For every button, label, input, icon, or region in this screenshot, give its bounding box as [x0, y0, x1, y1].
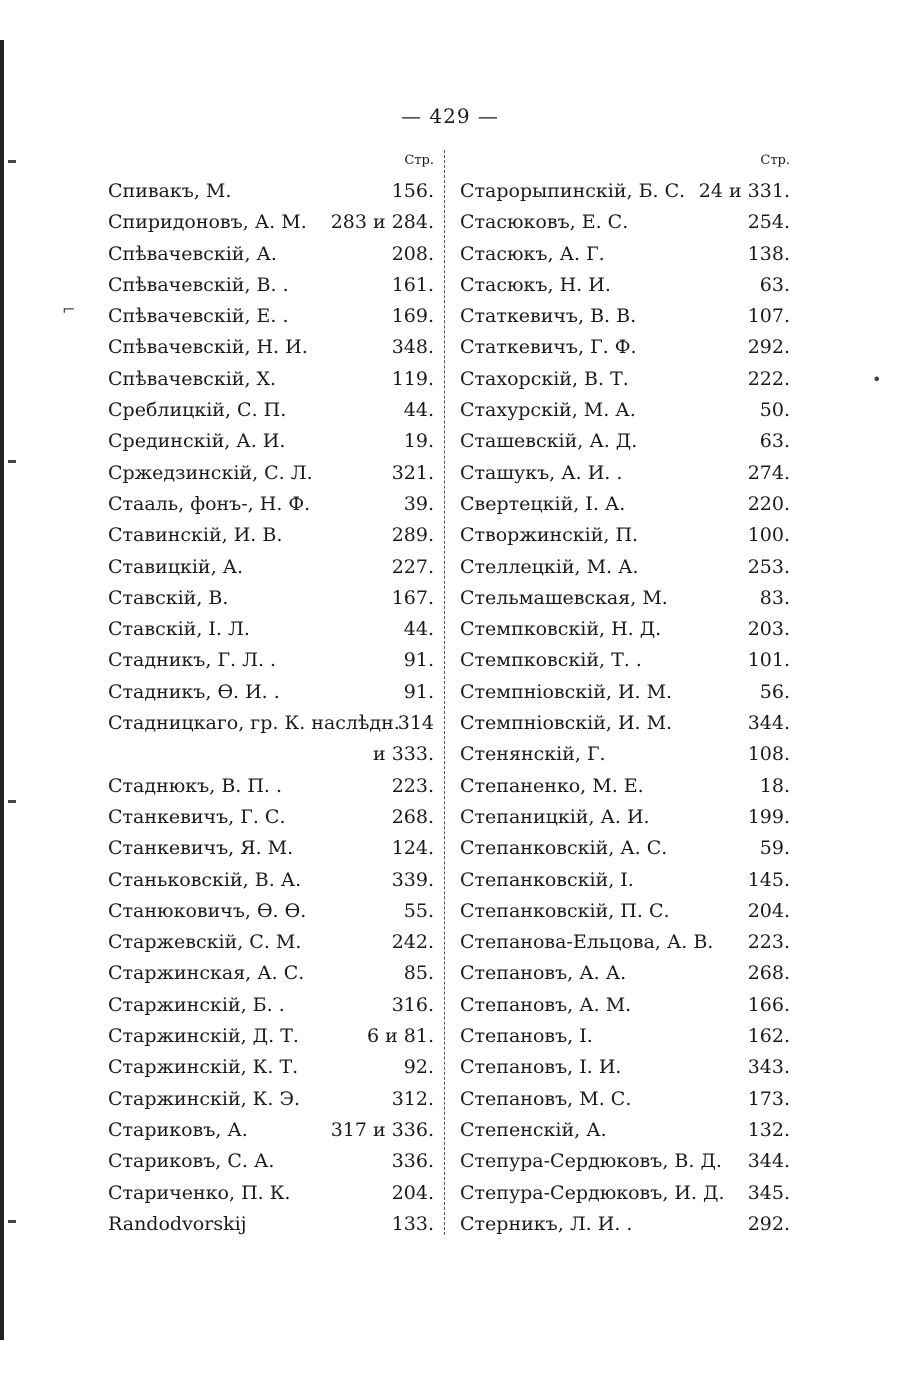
- index-entry: [108, 927, 434, 958]
- entry-page: 204.: [747, 899, 790, 922]
- entry-page: 199.: [747, 805, 790, 828]
- index-entry: [460, 865, 790, 896]
- entry-name: Спиридоновъ, А. М.: [108, 211, 307, 234]
- entry-page: 59.: [759, 837, 790, 860]
- entry-page: 145.: [747, 868, 790, 891]
- entry-page: 292.: [747, 1212, 790, 1235]
- index-entry: [108, 583, 434, 614]
- entry-page: 92.: [403, 1056, 434, 1079]
- entry-page: 203.: [747, 618, 790, 641]
- entry-name: Стельмашевская, М.: [460, 586, 668, 609]
- entry-page: 91.: [403, 680, 434, 703]
- entry-name: Старорыпинскій, Б. С.: [460, 180, 686, 202]
- entry-name: Степенскій, А.: [460, 1118, 607, 1141]
- entry-name: Степанова-Ельцова, А. В.: [460, 931, 714, 954]
- entry-page: 119.: [391, 367, 434, 390]
- entry-name: Свертецкій, І. А.: [460, 492, 626, 515]
- page-number: — 429 —: [401, 104, 499, 128]
- entry-name: Стасюкъ, А. Г.: [460, 242, 605, 265]
- index-entry: [108, 395, 434, 426]
- entry-page: 242.: [391, 931, 434, 954]
- index-entry: [108, 771, 434, 802]
- index-entry: [460, 896, 790, 927]
- index-entry: [108, 489, 434, 520]
- entry-page: 156.: [391, 180, 434, 202]
- entry-name: Стемпніовскій, И. М.: [460, 680, 673, 703]
- index-entry: [460, 489, 790, 520]
- entry-name: Ставицкій, А.: [108, 555, 244, 578]
- entry-name: Стерникъ, Л. И. .: [460, 1212, 633, 1235]
- entry-name: Спѣвачевскій, Х.: [108, 367, 277, 390]
- entry-name: Статкевичъ, Г. Ф.: [460, 336, 637, 359]
- entry-page: 101.: [747, 649, 790, 672]
- entry-name: Сташевскій, А. Д.: [460, 430, 638, 453]
- entry-name: Стенянскій, Г.: [460, 743, 606, 766]
- entry-page: 100.: [747, 524, 790, 547]
- entry-page: 348.: [391, 336, 434, 359]
- entry-page: 345.: [747, 1181, 790, 1204]
- entry-page: 292.: [747, 336, 790, 359]
- index-entry: [108, 1052, 434, 1083]
- index-entry: [108, 708, 434, 739]
- index-entry: [460, 520, 790, 551]
- entry-page: 344.: [747, 1150, 790, 1173]
- entry-name: Створжинскій, П.: [460, 524, 639, 547]
- entry-page: 133.: [391, 1212, 434, 1235]
- entry-page: 44.: [403, 399, 434, 422]
- entry-page: 268.: [391, 805, 434, 828]
- entry-name: Станьковскій, В. А.: [108, 868, 302, 891]
- entry-page: 124.: [391, 837, 434, 860]
- entry-name: Стариковъ, С. А.: [108, 1150, 275, 1173]
- entry-name: Степановъ, І.: [460, 1025, 593, 1048]
- index-entry: [460, 176, 790, 207]
- page-column-header: Стр.: [404, 153, 434, 168]
- index-entry: [108, 802, 434, 833]
- entry-name: Стадницкаго, гр. К. наслѣдн.: [108, 712, 400, 735]
- entry-name: Спѣвачевскій, В. .: [108, 273, 289, 296]
- entry-name: Старжинскій, Д. Т.: [108, 1025, 299, 1048]
- entry-name: Старжинскій, Б. .: [108, 993, 285, 1016]
- entry-name: Спѣвачевскій, Н. И.: [108, 336, 308, 359]
- pencil-mark: ⌐: [62, 300, 76, 319]
- entry-page: 132.: [747, 1118, 790, 1141]
- index-entry: [460, 1178, 790, 1209]
- index-entry: [460, 1021, 790, 1052]
- index-entry: [460, 739, 790, 770]
- entry-name: Стариченко, П. К.: [108, 1181, 291, 1204]
- entry-name: Стадникъ, Г. Л. .: [108, 649, 277, 672]
- index-entry: [460, 990, 790, 1021]
- index-entry: [108, 990, 434, 1021]
- entry-name: Степанковскій, І.: [460, 868, 634, 891]
- entry-page: 19.: [403, 430, 434, 453]
- entry-name: Спѣвачевскій, Е. .: [108, 305, 289, 328]
- index-entry: [460, 207, 790, 238]
- index-entry: [108, 176, 434, 207]
- entry-name: Стариковъ, А.: [108, 1118, 248, 1141]
- index-entry: [108, 426, 434, 457]
- entry-page: 254.: [747, 211, 790, 234]
- entry-page: 169.: [391, 305, 434, 328]
- entry-page: 253.: [747, 555, 790, 578]
- entry-name: Степановъ, А. М.: [460, 993, 632, 1016]
- index-entry: [460, 426, 790, 457]
- entry-name: Степановъ, А. А.: [460, 962, 627, 985]
- index-entry: [460, 677, 790, 708]
- column-divider: [444, 150, 445, 1235]
- index-entry: [108, 1084, 434, 1115]
- index-entry: [108, 739, 434, 770]
- index-entry: [108, 520, 434, 551]
- entry-name: Ставскій, В.: [108, 586, 229, 609]
- entry-page: 336.: [391, 1150, 434, 1173]
- right-entries: [460, 176, 790, 1240]
- entry-page: 274.: [747, 461, 790, 484]
- entry-page: 314: [397, 712, 434, 735]
- entry-page: 18.: [759, 774, 790, 797]
- index-entry: [460, 301, 790, 332]
- entry-page: 50.: [759, 399, 790, 422]
- index-entry: [108, 270, 434, 301]
- entry-page: 24 и 331.: [698, 180, 790, 202]
- index-entry: [108, 833, 434, 864]
- entry-page: 85.: [403, 962, 434, 985]
- entry-page: 223.: [747, 931, 790, 954]
- entry-name: Стааль, фонъ-, Н. Ф.: [108, 492, 311, 515]
- index-entry: [460, 1115, 790, 1146]
- index-entry: [108, 645, 434, 676]
- entry-page: 83.: [759, 586, 790, 609]
- left-index-column: [108, 146, 434, 1240]
- entry-page: 6 и 81.: [366, 1025, 434, 1048]
- entry-page: 220.: [747, 492, 790, 515]
- entry-name: Срединскій, А. И.: [108, 430, 286, 453]
- entry-name: Степанковскій, А. С.: [460, 837, 668, 860]
- index-entry: [460, 239, 790, 270]
- entry-name: Стадникъ, Ѳ. И. .: [108, 680, 280, 703]
- entry-name: Стасюковъ, Е. С.: [460, 211, 629, 234]
- entry-name: Стахорскій, В. Т.: [460, 367, 629, 390]
- entry-name: Сташукъ, А. И. .: [460, 461, 623, 484]
- entry-page: 227.: [391, 555, 434, 578]
- entry-name: Старжинская, А. С.: [108, 962, 305, 985]
- index-entry: [108, 207, 434, 238]
- index-entry: [108, 458, 434, 489]
- entry-page: 283 и 284.: [330, 211, 434, 234]
- entry-page: 91.: [403, 649, 434, 672]
- index-entry: [108, 896, 434, 927]
- entry-page: 289.: [391, 524, 434, 547]
- entry-page: 312.: [391, 1087, 434, 1110]
- entry-name: Степановъ, І. И.: [460, 1056, 622, 1079]
- entry-name: Стемпніовскій, И. М.: [460, 712, 673, 735]
- entry-name: Сржедзинскій, С. Л.: [108, 461, 313, 484]
- left-entries: [108, 176, 434, 1240]
- index-entry: [108, 1178, 434, 1209]
- index-entry: [460, 552, 790, 583]
- entry-page: 138.: [747, 242, 790, 265]
- entry-name: Станюковичъ, Ѳ. Ѳ.: [108, 899, 307, 922]
- entry-name: Ставскій, І. Л.: [108, 618, 250, 641]
- entry-name: Стемпковскій, Н. Д.: [460, 618, 662, 641]
- index-entry: [460, 833, 790, 864]
- entry-name: Степура-Сердюковъ, В. Д.: [460, 1150, 722, 1173]
- index-entry: [460, 958, 790, 989]
- index-entry: [460, 395, 790, 426]
- entry-page: 173.: [747, 1087, 790, 1110]
- index-entry: [460, 708, 790, 739]
- entry-name: Степаницкій, А. И.: [460, 805, 650, 828]
- index-entry: [108, 332, 434, 363]
- index-entry: [108, 552, 434, 583]
- entry-page: 222.: [747, 367, 790, 390]
- entry-name: Стемпковскій, Т. .: [460, 649, 642, 672]
- entry-page: и 333.: [372, 743, 434, 766]
- index-entry: [460, 645, 790, 676]
- right-index-column: [460, 146, 790, 1240]
- index-entry: [460, 583, 790, 614]
- index-entry: [460, 332, 790, 363]
- entry-page: 108.: [747, 743, 790, 766]
- index-entry: [108, 1021, 434, 1052]
- index-entry: [108, 1209, 434, 1240]
- entry-page: 208.: [391, 242, 434, 265]
- index-entry: [108, 364, 434, 395]
- entry-page: 56.: [759, 680, 790, 703]
- index-entry: [108, 301, 434, 332]
- index-entry: [460, 364, 790, 395]
- entry-name: Стахурскій, М. А.: [460, 399, 636, 422]
- entry-page: 44.: [403, 618, 434, 641]
- entry-page: 268.: [747, 962, 790, 985]
- index-entry: [108, 1146, 434, 1177]
- entry-page: 339.: [391, 868, 434, 891]
- entry-page: 161.: [391, 273, 434, 296]
- index-entry: [460, 771, 790, 802]
- entry-page: 166.: [747, 993, 790, 1016]
- entry-name: Старжевскій, С. М.: [108, 931, 302, 954]
- entry-page: 223.: [391, 774, 434, 797]
- entry-name: Станкевичъ, Г. С.: [108, 805, 286, 828]
- index-entry: [108, 239, 434, 270]
- entry-name: Стаднюкъ, В. П. .: [108, 774, 283, 797]
- entry-name: Степановъ, М. С.: [460, 1087, 632, 1110]
- entry-name: Стасюкъ, Н. И.: [460, 273, 611, 296]
- index-entry: [460, 458, 790, 489]
- entry-name: Среблицкій, С. П.: [108, 399, 287, 422]
- index-entry: [460, 1052, 790, 1083]
- index-entry: [460, 802, 790, 833]
- index-entry: [460, 927, 790, 958]
- entry-page: 39.: [403, 492, 434, 515]
- index-entry: [460, 614, 790, 645]
- book-spine-edge: [0, 40, 26, 1340]
- index-entry: [460, 1209, 790, 1240]
- entry-name: Randodvorskij: [108, 1212, 247, 1235]
- index-entry: [108, 614, 434, 645]
- page-column-header: Стр.: [760, 153, 790, 168]
- entry-page: 343.: [747, 1056, 790, 1079]
- entry-page: 107.: [747, 305, 790, 328]
- index-entry: [460, 270, 790, 301]
- entry-name: Степаненко, М. Е.: [460, 774, 644, 797]
- entry-name: Старжинскій, К. Т.: [108, 1056, 299, 1079]
- entry-name: Степура-Сердюковъ, И. Д.: [460, 1181, 725, 1204]
- entry-name: Спѣвачевскій, А.: [108, 242, 277, 265]
- entry-name: Стеллецкій, М. А.: [460, 555, 639, 578]
- entry-name: Спивакъ, М.: [108, 180, 232, 202]
- entry-page: 63.: [759, 273, 790, 296]
- entry-name: Ставинскій, И. В.: [108, 524, 283, 547]
- index-entry: [108, 958, 434, 989]
- index-entry: [108, 865, 434, 896]
- entry-page: 55.: [403, 899, 434, 922]
- entry-page: 63.: [759, 430, 790, 453]
- ink-dot: •: [872, 370, 882, 389]
- entry-name: Степанковскій, П. С.: [460, 899, 670, 922]
- entry-page: 162.: [747, 1025, 790, 1048]
- index-entry: [460, 1084, 790, 1115]
- entry-name: Старжинскій, К. Э.: [108, 1087, 301, 1110]
- index-entry: [108, 677, 434, 708]
- entry-name: Статкевичъ, В. В.: [460, 305, 637, 328]
- entry-page: 204.: [391, 1181, 434, 1204]
- entry-page: 316.: [391, 993, 434, 1016]
- entry-page: 344.: [747, 712, 790, 735]
- index-entry: [108, 1115, 434, 1146]
- entry-page: 317 и 336.: [330, 1118, 434, 1141]
- entry-page: 167.: [391, 586, 434, 609]
- entry-name: Станкевичъ, Я. М.: [108, 837, 294, 860]
- entry-page: 321.: [391, 461, 434, 484]
- index-entry: [460, 1146, 790, 1177]
